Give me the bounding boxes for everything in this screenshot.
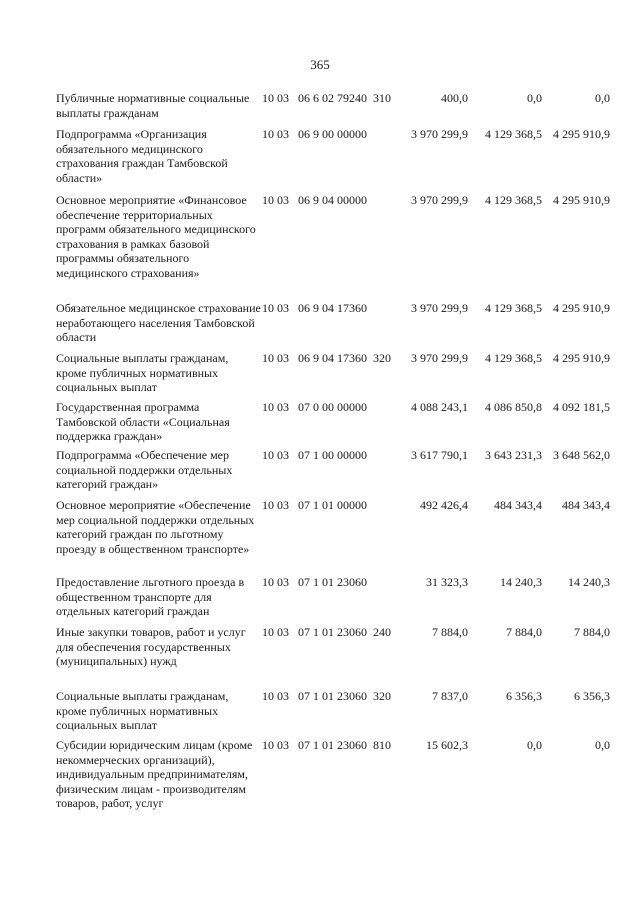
row-value-1: 3 970 299,9 — [411, 351, 468, 365]
row-name: Подпрограмма «Обеспечение мер социальной поддержки отдельных категорий граждан» — [56, 448, 233, 492]
row-value-1: 31 323,3 — [426, 575, 468, 589]
row-value-3: 14 240,3 — [568, 575, 610, 589]
row-name: Предоставление льготного проезда в общественном транспорте для отдельных категорий граждан — [56, 575, 245, 619]
row-code: 10 03 07 1 01 23060 — [262, 575, 367, 589]
row-value-3: 7 884,0 — [574, 625, 610, 639]
row-code: 10 03 06 9 04 00000 — [262, 193, 367, 207]
row-name: Социальные выплаты гражданам, кроме публичных нормативных социальных выплат — [56, 689, 229, 733]
row-value-2: 4 129 368,5 — [485, 127, 542, 141]
row-value-3: 484 343,4 — [562, 498, 610, 512]
row-name: Основное мероприятие «Финансовое обеспечение территориальных программ обязательного медицинского страхования в рамках базовой программы обязательного медицинского страхования» — [56, 193, 256, 280]
row-code: 10 03 06 9 04 17360 320 — [262, 351, 391, 365]
row-value-1: 492 426,4 — [420, 498, 468, 512]
row-value-3: 4 295 910,9 — [553, 193, 610, 207]
row-name: Подпрограмма «Организация обязательного медицинского страхования граждан Тамбовской области» — [56, 127, 228, 185]
row-value-1: 7 884,0 — [432, 625, 468, 639]
row-value-1: 3 970 299,9 — [411, 193, 468, 207]
page-number: 365 — [310, 57, 330, 72]
row-value-1: 3 970 299,9 — [411, 301, 468, 315]
row-code: 10 03 07 1 01 23060 810 — [262, 738, 391, 752]
row-value-2: 0,0 — [527, 738, 542, 752]
row-value-2: 4 129 368,5 — [485, 301, 542, 315]
row-value-2: 484 343,4 — [494, 498, 542, 512]
row-value-1: 4 088 243,1 — [411, 400, 468, 414]
row-value-1: 15 602,3 — [426, 738, 468, 752]
row-name: Публичные нормативные социальные выплаты гражданам — [56, 91, 250, 120]
row-name: Государственная программа Тамбовской области «Социальная поддержка граждан» — [56, 400, 230, 444]
row-value-3: 0,0 — [595, 91, 610, 105]
row-code: 10 03 07 1 01 23060 320 — [262, 689, 391, 703]
row-code: 10 03 07 1 01 00000 — [262, 498, 367, 512]
row-name: Социальные выплаты гражданам, кроме публичных нормативных социальных выплат — [56, 351, 229, 395]
row-name: Обязательное медицинское страхование неработающего населения Тамбовской области — [56, 301, 261, 345]
row-value-1: 3 970 299,9 — [411, 127, 468, 141]
row-value-1: 7 837,0 — [432, 689, 468, 703]
row-code: 10 03 06 6 02 79240 310 — [262, 91, 391, 105]
row-value-3: 3 648 562,0 — [553, 448, 610, 462]
row-value-3: 4 295 910,9 — [553, 301, 610, 315]
row-name: Основное мероприятие «Обеспечение мер социальной поддержки отдельных категорий граждан по льготному проезду в общественном транспорте» — [56, 498, 255, 556]
row-value-1: 400,0 — [441, 91, 468, 105]
row-value-1: 3 617 790,1 — [411, 448, 468, 462]
row-value-2: 4 129 368,5 — [485, 351, 542, 365]
row-value-3: 4 295 910,9 — [553, 127, 610, 141]
row-code: 10 03 07 1 01 23060 240 — [262, 625, 391, 639]
row-name: Субсидии юридическим лицам (кроме некоммерческих организаций), индивидуальным предпринимателям, физическим лицам - производителям товаров, работ, услуг — [56, 738, 253, 811]
row-value-2: 4 129 368,5 — [485, 193, 542, 207]
row-name: Иные закупки товаров, работ и услуг для обеспечения государственных (муниципальных) нужд — [56, 625, 246, 669]
row-code: 10 03 07 1 00 00000 — [262, 448, 367, 462]
row-value-2: 7 884,0 — [506, 625, 542, 639]
row-code: 10 03 07 0 00 00000 — [262, 400, 367, 414]
row-value-2: 3 643 231,3 — [485, 448, 542, 462]
row-value-2: 6 356,3 — [506, 689, 542, 703]
row-value-3: 6 356,3 — [574, 689, 610, 703]
row-code: 10 03 06 9 04 17360 — [262, 301, 367, 315]
row-value-3: 0,0 — [595, 738, 610, 752]
row-code: 10 03 06 9 00 00000 — [262, 127, 367, 141]
row-value-3: 4 295 910,9 — [553, 351, 610, 365]
row-value-2: 4 086 850,8 — [485, 400, 542, 414]
row-value-2: 14 240,3 — [500, 575, 542, 589]
row-value-3: 4 092 181,5 — [553, 400, 610, 414]
row-value-2: 0,0 — [527, 91, 542, 105]
